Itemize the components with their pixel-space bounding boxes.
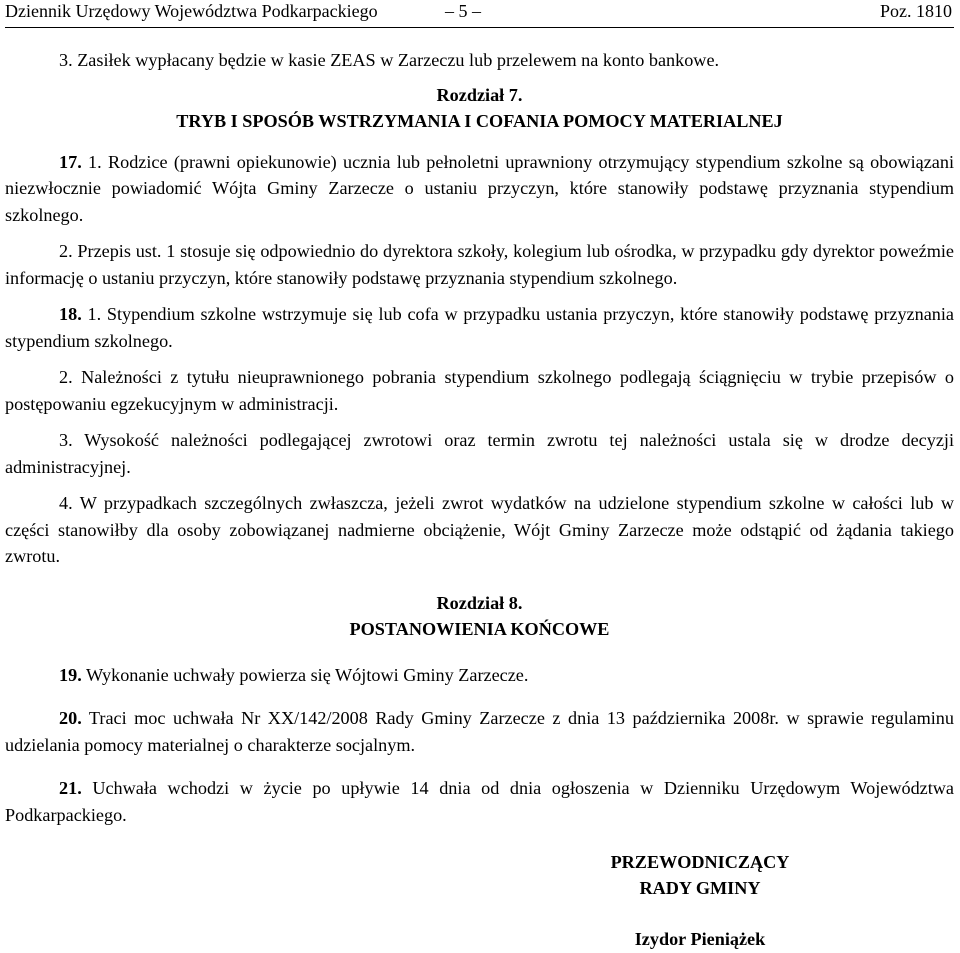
section-18-paragraph-3: 3. Wysokość należności podlegającej zwrotowi oraz termin zwrotu tej należności ustala się w drodze decyzji administracyjnej. [5,430,954,477]
section-18-paragraph-1 [5,301,954,354]
signature-title-line-1: PRZEWODNICZĄCY [610,852,790,872]
section-18-text: 1. Stypendium szkolne wstrzymuje się lub cofa w przypadku ustania przyczyn, które stanowiły podstawę przyznania stypendium szkolnego. [5,304,954,351]
chapter-7-title: TRYB I SPOSÓB WSTRZYMANIA I COFANIA POMOCY MATERIALNEJ [176,110,783,131]
section-17-paragraph-2: 2. Przepis ust. 1 stosuje się odpowiednio do dyrektora szkoły, kolegium lub ośrodka, w przypadku gdy dyrektor poweźmie informację o ustaniu przyczyn, które stanowiły podstawę przyznania stypendium szkolnego. [5,241,954,288]
section-21-text: Uchwała wchodzi w życie po upływie 14 dnia od dnia ogłoszenia w Dzienniku Urzędowym Województwa Podkarpackiego. [5,778,954,825]
section-20 [5,705,954,758]
signatory-name: Izydor Pieniążek [634,929,766,949]
page-number: – 5 – [445,1,481,21]
document-body [5,47,954,828]
section-19-text: Wykonanie uchwały powierza się Wójtowi Gminy Zarzecze. [81,664,529,685]
section-20-number: 20. [59,708,82,728]
publication-title: Dziennik Urzędowy Województwa Podkarpackiego [5,1,378,21]
section-19 [5,662,954,689]
section-20-text: Traci moc uchwała Nr XX/142/2008 Rady Gminy Zarzecze z dnia 13 października 2008r. w sprawie regulaminu udzielania pomocy materialnej o charakterze socjalnym. [5,708,954,755]
signature-block [540,849,860,952]
section-18-paragraph-4: 4. W przypadkach szczególnych zwłaszcza, jeżeli zwrot wydatków na udzielone stypendium szkolne w całości lub w części stanowiłby dla osoby zobowiązanej nadmierne obciążenie, Wójt Gminy Zarzecze może odstąpić od żądania takiego zwrotu. [5,493,954,566]
section-19-number: 19. [59,664,82,685]
chapter-8-number: Rozdział 8. [436,592,523,613]
paragraph-3: 3. Zasiłek wypłacany będzie w kasie ZEAS w Zarzeczu lub przelewem na konto bankowe. [59,50,720,70]
page-header [5,0,954,28]
section-17-paragraph-1 [5,149,954,229]
section-18-paragraph-2: 2. Należności z tytułu nieuprawnionego pobrania stypendium szkolnego podlegają ściągnięciu w trybie przepisów o postępowaniu egzekucyjnym w administracji. [5,367,954,414]
section-17-text: 1. Rodzice (prawni opiekunowie) ucznia lub pełnoletni uprawniony otrzymujący stypendium szkolne są obowiązani niezwłocznie powiadomić Wójta Gminy Zarzecze o ustaniu przyczyn, które stanowiły podstawę przyznania stypendium szkolnego. [5,151,954,225]
section-21-number: 21. [59,778,82,798]
position-number: Poz. 1810 [880,1,952,21]
section-17-number: 17. [59,151,82,172]
signature-title-line-2: RADY GMINY [639,878,761,898]
chapter-8-title: POSTANOWIENIA KOŃCOWE [349,618,610,639]
chapter-7-number: Rozdział 7. [436,84,523,105]
section-18-number: 18. [59,304,82,324]
section-21 [5,775,954,828]
